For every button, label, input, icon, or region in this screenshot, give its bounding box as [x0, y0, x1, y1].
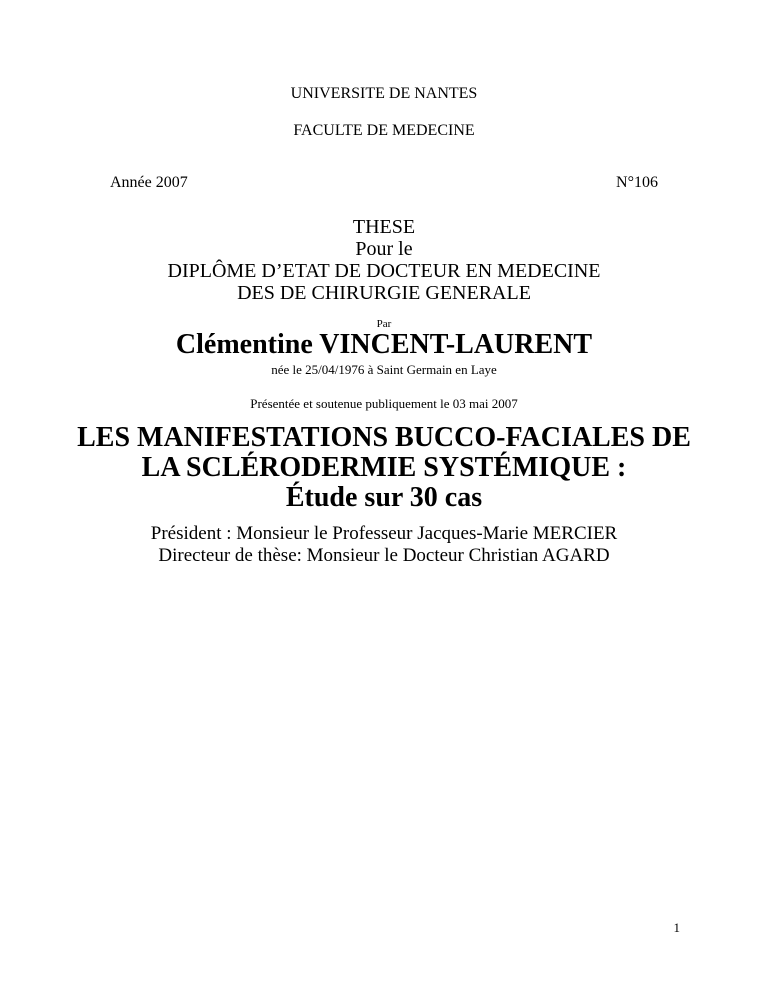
diploma-text: DIPLÔME D’ETAT DE DOCTEUR EN MEDECINE	[167, 260, 601, 282]
university-name: UNIVERSITE DE NANTES	[290, 85, 478, 102]
thesis-degree-block	[0, 216, 768, 304]
thesis-label: THESE	[352, 216, 416, 238]
thesis-title	[0, 423, 768, 513]
defense-date: Présentée et soutenue publiquement le 03 mai 2007	[250, 396, 518, 411]
author-name: Clémentine VINCENT-LAURENT	[175, 329, 593, 360]
thesis-director: Directeur de thèse: Monsieur le Docteur Christian AGARD	[158, 545, 610, 566]
title-line-3: Étude sur 30 cas	[285, 482, 483, 513]
title-line-1: LES MANIFESTATIONS BUCCO-FACIALES DE	[77, 422, 691, 453]
page-number: 1	[673, 920, 680, 935]
pour-le-text: Pour le	[355, 238, 413, 260]
par-label: Par	[376, 318, 392, 330]
thesis-year: Année 2007	[110, 174, 188, 191]
title-line-2: LA SCLÉRODERMIE SYSTÉMIQUE :	[141, 452, 627, 483]
jury-block	[0, 523, 768, 567]
author-birth: née le 25/04/1976 à Saint Germain en Laye	[271, 362, 497, 377]
jury-president: Président : Monsieur le Professeur Jacques-Marie MERCIER	[150, 523, 618, 544]
specialty-text: DES DE CHIRURGIE GENERALE	[237, 282, 531, 304]
faculty-name: FACULTE DE MEDECINE	[293, 122, 475, 139]
thesis-number: N°106	[616, 174, 658, 191]
